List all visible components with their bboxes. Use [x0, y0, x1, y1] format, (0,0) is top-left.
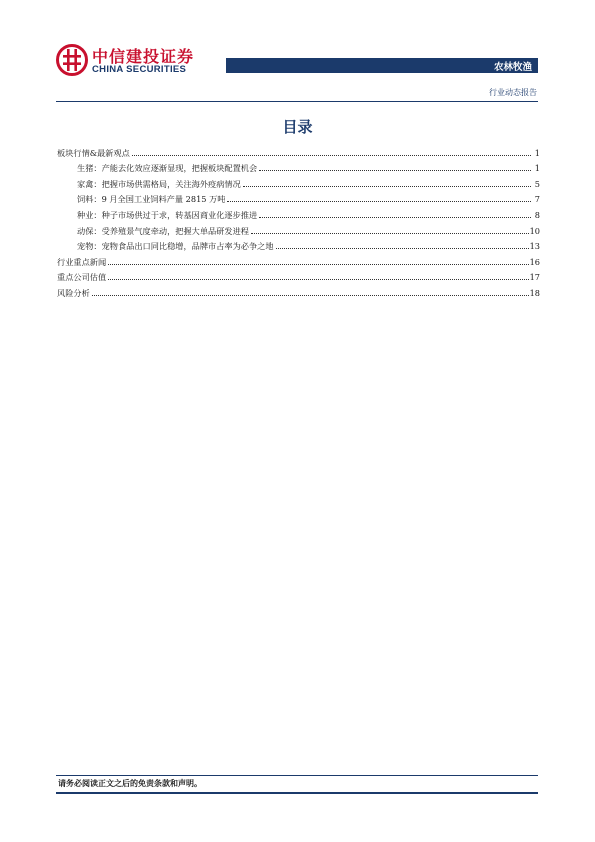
toc-entry-page: 13: [529, 241, 540, 252]
toc-entry-page: 5: [534, 178, 540, 189]
toc-dot-leader: [259, 170, 531, 171]
toc-entry-title: 板块行情&最新观点: [57, 147, 130, 158]
toc-entry[interactable]: [57, 173, 540, 189]
toc-entry-title: 宠物：宠物食品出口同比稳增，品牌市占率为必争之地: [77, 241, 274, 252]
toc-dot-leader: [108, 264, 528, 265]
sector-label: 农林牧渔: [493, 62, 532, 73]
logo-chinese-name: 中信建投证券: [92, 47, 195, 66]
footer-disclaimer: 请务必阅读正文之后的免责条款和声明。: [58, 779, 202, 788]
footer-divider-top: [56, 775, 538, 776]
toc-dot-leader: [243, 186, 531, 187]
toc-entry-title: 种业：种子市场供过于求，转基因商业化逐步推进: [77, 209, 258, 220]
toc-entry-title: 重点公司估值: [57, 272, 107, 283]
toc-entry-page: 18: [529, 287, 540, 298]
company-logo: [56, 44, 196, 80]
toc-entry[interactable]: [57, 189, 540, 205]
toc-entry-title: 饲料：9 月全国工业饲料产量 2815 万吨: [77, 194, 226, 205]
toc-entry-page: 10: [529, 225, 540, 236]
header-divider: [56, 101, 538, 102]
toc-dot-leader: [132, 155, 531, 156]
toc-entry[interactable]: [57, 236, 540, 252]
sector-bar: [226, 58, 538, 73]
toc-entry[interactable]: [57, 142, 540, 158]
toc-entry-page: 8: [534, 209, 540, 220]
toc-entry-page: 1: [534, 163, 540, 174]
report-type: 行业动态报告: [489, 88, 537, 97]
toc-entry-page: 7: [534, 194, 540, 205]
citic-logo-icon: [56, 44, 88, 76]
toc-dot-leader: [108, 279, 528, 280]
page-header: [0, 0, 595, 100]
toc-entry-title: 风险分析: [57, 287, 90, 298]
toc-entry-page: 1: [534, 147, 540, 158]
table-of-contents: [57, 142, 540, 298]
toc-entry[interactable]: [57, 204, 540, 220]
toc-entry-title: 家禽：把握市场供需格局，关注海外疫病情况: [77, 178, 241, 189]
toc-entry-title: 生猪：产能去化效应逐渐显现，把握板块配置机会: [77, 163, 258, 174]
toc-entry[interactable]: [57, 267, 540, 283]
toc-dot-leader: [227, 201, 531, 202]
toc-entry-title: 行业重点新闻: [57, 256, 107, 267]
toc-entry[interactable]: [57, 220, 540, 236]
toc-entry[interactable]: [57, 158, 540, 174]
toc-entry[interactable]: [57, 282, 540, 298]
toc-dot-leader: [251, 233, 529, 234]
toc-dot-leader: [259, 217, 531, 218]
toc-entry-title: 动保：受养殖景气度牵动，把握大单品研发进程: [77, 225, 249, 236]
footer-divider-bottom: [56, 792, 538, 794]
toc-title: 目录: [282, 118, 313, 136]
toc-dot-leader: [276, 248, 529, 249]
logo-english-name: CHINA SECURITIES: [92, 64, 187, 75]
toc-dot-leader: [92, 295, 529, 296]
toc-entry[interactable]: [57, 251, 540, 267]
toc-entry-page: 16: [529, 256, 540, 267]
toc-entry-page: 17: [529, 272, 540, 283]
